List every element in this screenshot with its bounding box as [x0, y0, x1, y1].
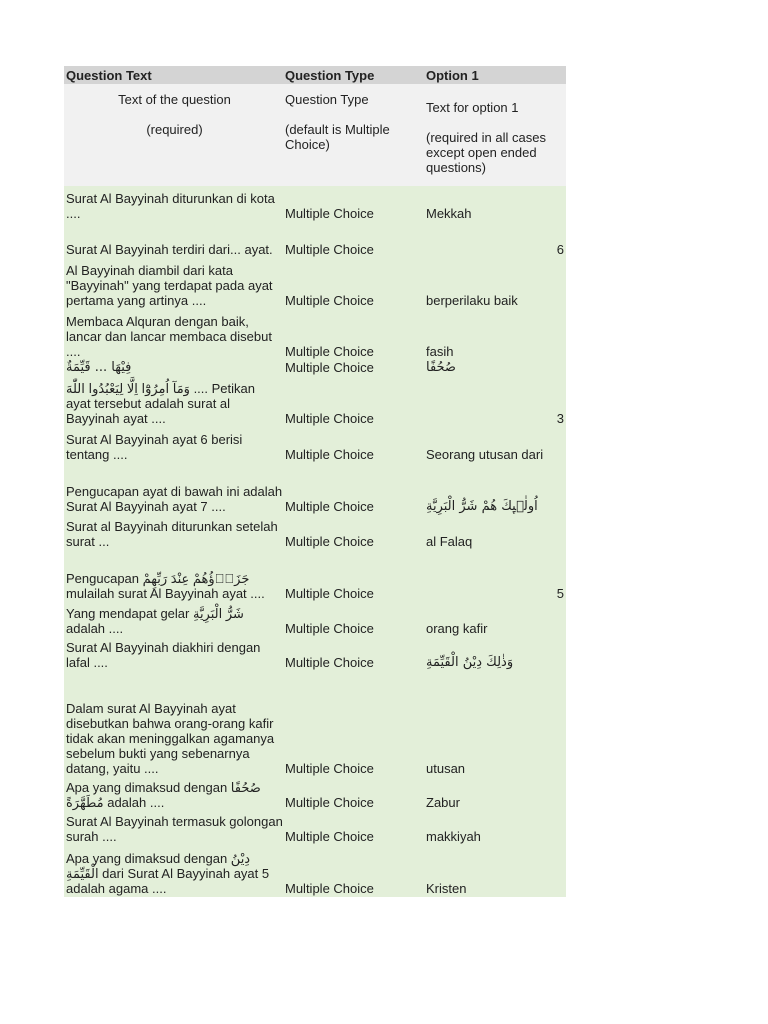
table-row[interactable]	[64, 463, 566, 515]
table-row[interactable]	[64, 376, 566, 427]
table-row[interactable]	[64, 258, 566, 309]
type-cell[interactable]: Multiple Choice	[285, 586, 374, 601]
type-cell[interactable]: Multiple Choice	[285, 447, 374, 462]
question-cell[interactable]: Yang mendapat gelar شَرُّ الْبَرِيَّةِ adalah ....	[66, 606, 244, 636]
type-cell[interactable]: Multiple Choice	[285, 344, 374, 359]
table-row[interactable]	[64, 671, 566, 777]
question-cell[interactable]: Pengucapan ayat di bawah ini adalah Surat Al Bayyinah ayat 7 ....	[66, 484, 283, 514]
option-cell[interactable]: al Falaq	[426, 534, 473, 549]
table-row[interactable]	[64, 427, 566, 463]
table-row[interactable]	[64, 602, 566, 637]
option-cell[interactable]: اُولٰۤىِٕكَ هُمْ شَرُّ الْبَرِيَّةِ	[426, 499, 538, 514]
type-cell[interactable]: Multiple Choice	[285, 411, 374, 426]
question-cell[interactable]: Surat Al Bayyinah terdiri dari... ayat.	[66, 242, 273, 257]
spreadsheet	[64, 66, 566, 897]
question-cell[interactable]: Apa yang dimaksud dengan دِيْنُ الْقَيِّمَةِ dari Surat Al Bayyinah ayat 5 adalah agama ....	[66, 851, 270, 896]
option-cell[interactable]: Zabur	[426, 795, 460, 810]
option-cell[interactable]: 3	[556, 411, 564, 426]
question-cell[interactable]: Al Bayyinah diambil dari kata "Bayyinah" yang terdapat pada ayat pertama yang artinya ....	[66, 263, 273, 308]
question-cell[interactable]: Surat Al Bayyinah ayat 6 berisi tentang ....	[66, 432, 243, 462]
table-row[interactable]	[64, 845, 566, 897]
type-cell[interactable]: Multiple Choice	[285, 206, 374, 221]
question-cell[interactable]: Pengucapan جَزَاۤؤُهُمْ عِنْدَ رَبِّهِمْ mulailah surat Al Bayyinah ayat ....	[66, 571, 265, 601]
option-cell[interactable]: 6	[556, 242, 564, 257]
option-cell[interactable]: Mekkah	[426, 206, 472, 221]
type-cell[interactable]: Multiple Choice	[285, 534, 374, 549]
option-cell[interactable]: berperilaku baik	[426, 293, 518, 308]
header-question-text[interactable]: Question Text	[66, 67, 152, 83]
question-cell[interactable]: Surat al Bayyinah diturunkan setelah surat ...	[66, 519, 278, 549]
question-cell[interactable]: Surat Al Bayyinah diakhiri dengan lafal ....	[66, 640, 261, 670]
question-cell[interactable]: Dalam surat Al Bayyinah ayat disebutkan bahwa orang-orang kafir tidak akan meninggalkan agamanya sebelum bukti yang sebenarnya datang, yaitu ....	[66, 701, 275, 776]
table-row[interactable]	[64, 222, 566, 258]
table-row[interactable]	[64, 637, 566, 671]
type-cell[interactable]: Multiple Choice	[285, 293, 374, 308]
type-cell[interactable]: Multiple Choice	[285, 360, 374, 375]
question-cell[interactable]: Apa yang dimaksud dengan صُحُفًا مُطَهَّرَةً adalah ....	[66, 780, 261, 810]
option-cell[interactable]: makkiyah	[426, 829, 481, 844]
description-question-type: Question Type (default is Multiple Choice)	[285, 92, 390, 152]
description-option-1: Text for option 1 (required in all cases except open ended questions)	[426, 100, 546, 175]
type-cell[interactable]: Multiple Choice	[285, 761, 374, 776]
header-option-1[interactable]: Option 1	[426, 67, 479, 83]
option-cell[interactable]: Kristen	[426, 881, 467, 896]
option-cell[interactable]: Seorang utusan dari	[426, 447, 544, 462]
type-cell[interactable]: Multiple Choice	[285, 621, 374, 636]
description-row	[64, 84, 566, 186]
type-cell[interactable]: Multiple Choice	[285, 795, 374, 810]
table-row[interactable]	[64, 309, 566, 360]
table-row[interactable]	[64, 777, 566, 811]
header-question-type[interactable]: Question Type	[285, 67, 375, 83]
table-row[interactable]	[64, 360, 566, 376]
question-cell[interactable]: Surat Al Bayyinah diturunkan di kota ....	[66, 191, 275, 221]
table-row[interactable]	[64, 550, 566, 602]
data-rows	[64, 186, 566, 897]
option-cell[interactable]: صُحُفًا	[426, 360, 456, 375]
type-cell[interactable]: Multiple Choice	[285, 655, 374, 670]
type-cell[interactable]: Multiple Choice	[285, 829, 374, 844]
question-cell[interactable]: فِيْهَا ... قَيِّمَةٌ	[66, 360, 132, 375]
option-cell[interactable]: utusan	[426, 761, 466, 776]
header-row	[64, 66, 566, 84]
type-cell[interactable]: Multiple Choice	[285, 242, 374, 257]
table-row[interactable]	[64, 811, 566, 845]
option-cell[interactable]: 5	[556, 586, 564, 601]
table-row[interactable]	[64, 515, 566, 550]
table-row[interactable]	[64, 186, 566, 222]
question-cell[interactable]: Surat Al Bayyinah termasuk golongan surah ....	[66, 814, 283, 844]
type-cell[interactable]: Multiple Choice	[285, 499, 374, 514]
question-cell[interactable]: Membaca Alquran dengan baik, lancar dan lancar membaca disebut ....	[66, 314, 272, 359]
option-cell[interactable]: وَذٰلِكَ دِيْنُ الْقَيِّمَةِ	[426, 655, 514, 670]
question-cell[interactable]: وَمَآ اُمِرُوْٓا اِلَّا لِيَعْبُدُوا اللّٰهَ .... Petikan ayat tersebut adalah surat al Bayyinah ayat ....	[66, 381, 255, 426]
type-cell[interactable]: Multiple Choice	[285, 881, 374, 896]
option-cell[interactable]: fasih	[426, 344, 454, 359]
option-cell[interactable]: orang kafir	[426, 621, 488, 636]
description-question-text: Text of the question (required)	[118, 92, 231, 137]
